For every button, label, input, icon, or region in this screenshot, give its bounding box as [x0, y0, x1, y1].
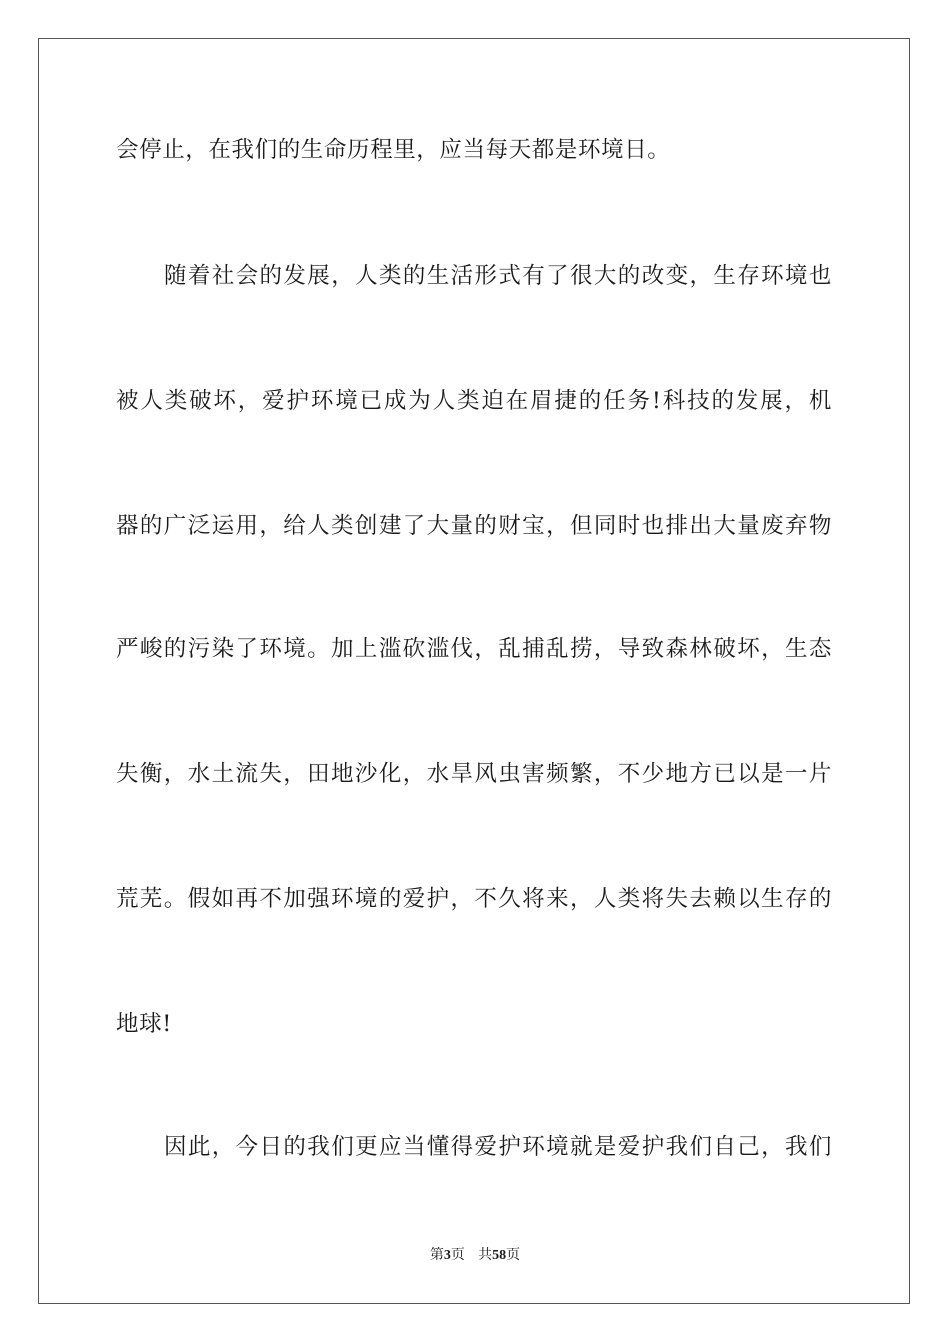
text-line: 因此，今日的我们更应当懂得爱护环境就是爱护我们自己，我们 — [164, 1134, 832, 1160]
total-page-count: 58 — [492, 1248, 507, 1263]
text-line: 地球! — [116, 1011, 172, 1037]
text-line: 荒芜。假如再不加强环境的爱护，不久将来，人类将失去赖以生存的 — [116, 886, 832, 912]
footer-total-prefix: 共 — [478, 1247, 493, 1263]
text-line: 会停止，在我们的生命历程里，应当每天都是环境日。 — [116, 137, 671, 163]
current-page-number: 3 — [443, 1248, 451, 1263]
text-line: 严峻的污染了环境。加上滥砍滥伐，乱捕乱捞，导致森林破坏，生态 — [116, 636, 832, 662]
text-line: 随着社会的发展，人类的生活形式有了很大的改变，生存环境也 — [164, 263, 832, 289]
text-line: 器的广泛运用，给人类创建了大量的财宝，但同时也排出大量废弃物 — [116, 513, 832, 539]
footer-page-suffix: 页 — [450, 1247, 465, 1263]
text-line: 被人类破坏，爱护环境已成为人类迫在眉捷的任务!科技的发展，机 — [116, 388, 832, 414]
page-frame — [38, 38, 910, 1304]
text-line: 失衡，水土流失，田地沙化，水旱风虫害频繁，不少地方已以是一片 — [116, 761, 832, 787]
footer-prefix: 第 — [429, 1247, 444, 1263]
footer-total-suffix: 页 — [506, 1247, 521, 1263]
page-footer — [0, 1245, 950, 1266]
